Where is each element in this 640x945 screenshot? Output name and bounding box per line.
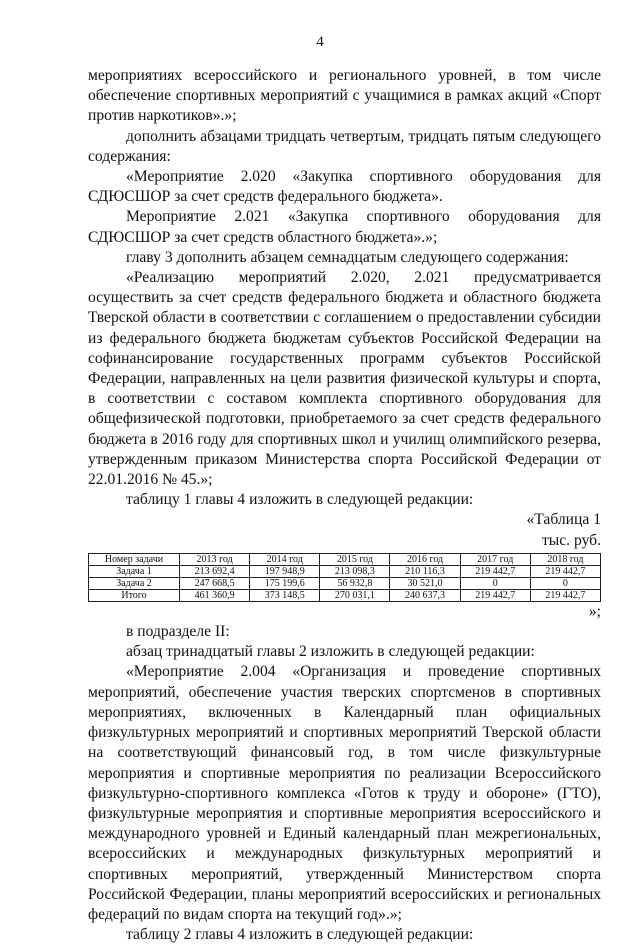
table-cell: 0 <box>460 577 530 589</box>
table-cell: 240 637,3 <box>390 589 460 601</box>
page-number: 4 <box>316 34 324 50</box>
paragraph: «Мероприятие 2.020 «Закупка спортивного оборудования для СДЮСШОР за счет средств федерального бюджета». <box>88 168 601 206</box>
table-cell: 175 199,6 <box>250 577 320 589</box>
paragraph: таблицу 1 главы 4 изложить в следующей редакции: <box>126 491 474 509</box>
table-units: тыс. руб. <box>541 531 601 549</box>
table-cell: Задача 1 <box>89 565 180 577</box>
table-header-cell: 2014 год <box>250 553 320 565</box>
table-cell: 373 148,5 <box>250 589 320 601</box>
document-body <box>88 66 601 945</box>
paragraph: таблицу 2 главы 4 изложить в следующей редакции: <box>126 926 474 944</box>
table-cell: 219 442,7 <box>530 589 600 601</box>
paragraph: Мероприятие 2.021 «Закупка спортивного оборудования для СДЮСШОР за счет средств областного бюджета».»; <box>88 208 601 246</box>
table-cell: 197 948,9 <box>250 565 320 577</box>
table-cell: 210 116,3 <box>390 565 460 577</box>
table-cell: 219 442,7 <box>530 565 600 577</box>
table-cell: 219 442,7 <box>460 589 530 601</box>
table-cell: 247 668,5 <box>180 577 250 589</box>
table-header-cell: 2013 год <box>180 553 250 565</box>
paragraph: дополнить абзацами тридцать четвертым, тридцать пятым следующего содержания: <box>88 127 601 165</box>
paragraph: мероприятиях всероссийского и регионального уровней, в том числе обеспечение спортивных мероприятий с учащимися в рамках акций «Спорт против наркотиков».»; <box>88 67 601 125</box>
table-closing-mark: »; <box>588 602 601 620</box>
table-cell: 461 360,9 <box>180 589 250 601</box>
paragraph: главу 3 дополнить абзацем семнадцатым следующего содержания: <box>126 248 569 266</box>
table-header-cell: 2015 год <box>320 553 390 565</box>
table-cell: 270 031,1 <box>320 589 390 601</box>
table-cell: 0 <box>530 577 600 589</box>
table-row <box>89 589 601 601</box>
table-cell: 213 692,4 <box>180 565 250 577</box>
paragraph: абзац тринадцатый главы 2 изложить в следующей редакции: <box>126 643 535 661</box>
table-cell: 56 932,8 <box>320 577 390 589</box>
paragraph: «Реализацию мероприятий 2.020, 2.021 предусматривается осуществить за счет средств федерального бюджета и областного бюджета Тверской области в соответствии с соглашением о предоставлении субсидии из федерального бюджета бюджетам субъектов Российской Федерации на софинансирование государственных программ субъектов Российской Федерации, направленных на цели развития физической культуры и спорта, в соответствии с составом комплекта спортивного оборудования для общефизической подготовки, приобретаемого за счет средств федерального бюджета в 2016 году для спортивных школ и училищ олимпийского резерва, утвержденным приказом Министерства спорта Российской Федерации от 22.01.2016 № 45.»; <box>88 269 601 489</box>
table-cell: Задача 2 <box>89 577 180 589</box>
table-cell: 213 098,3 <box>320 565 390 577</box>
paragraph: «Мероприятие 2.004 «Организация и проведение спортивных мероприятий, обеспечение участия тверских спортсменов в спортивных мероприятиях, включенных в Календарный план официальных физкультурных мероприятий и спортивных мероприятий Тверской области на соответствующий финансовый год, в том числе физкультурные мероприятия и спортивные мероприятия по реализации Всероссийского физкультурно-спортивного комплекса «Готов к труду и обороне» (ГТО), физкультурные мероприятия и спортивные мероприятия всероссийского и международного уровней и Единый календарный план межрегиональных, всероссийских и международных физкультурных мероприятий и спортивных мероприятий, утвержденный Министерством спорта Российской Федерации, планы мероприятий всероссийских и региональных федераций по видам спорта на текущий год».»; <box>88 663 601 923</box>
table-header-row <box>89 553 601 565</box>
table-caption: «Таблица 1 <box>526 511 601 529</box>
table-cell: 219 442,7 <box>460 565 530 577</box>
table-1 <box>88 553 601 602</box>
table-header-cell: 2016 год <box>390 553 460 565</box>
paragraph: в подразделе II: <box>126 623 230 641</box>
table-row <box>89 565 601 577</box>
table-row <box>89 577 601 589</box>
table-header-cell: 2017 год <box>460 553 530 565</box>
table-cell: 30 521,0 <box>390 577 460 589</box>
table-header-cell: 2018 год <box>530 553 600 565</box>
table-header-cell: Номер задачи <box>89 553 180 565</box>
table-cell: Итого <box>89 589 180 601</box>
